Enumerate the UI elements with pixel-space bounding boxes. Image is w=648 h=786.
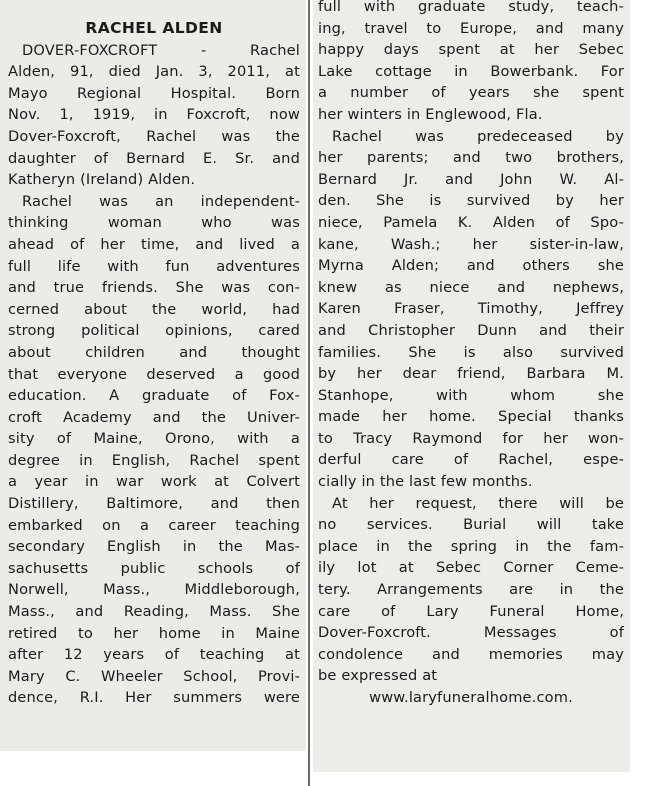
obituary-left-column: [8, 18, 300, 709]
text-line: Dover-Foxcroft, Rachel was the: [8, 127, 300, 145]
text-line: Stanhope, with whom she: [318, 386, 624, 404]
text-line: ing, travel to Europe, and many: [318, 19, 624, 37]
text-line: retired to her home in Maine: [8, 624, 300, 642]
text-line: tery. Arrangements are in the: [318, 581, 624, 599]
text-line: no services. Burial will take: [318, 516, 624, 534]
text-line: Distillery, Baltimore, and then: [8, 495, 300, 513]
text-line: cially in the last few months.: [318, 473, 533, 491]
text-line: made her home. Special thanks: [318, 408, 624, 426]
text-line: condolence and memories may: [318, 645, 624, 663]
text-line: kane, Wash.; her sister-in-law,: [318, 235, 624, 253]
text-line: education. A graduate of Fox-: [8, 387, 300, 405]
text-line: dence, R.I. Her summers were: [8, 689, 300, 707]
text-line: ily lot at Sebec Corner Ceme-: [318, 559, 624, 577]
text-line: Karen Fraser, Timothy, Jeffrey: [318, 300, 624, 318]
text-line: care of Lary Funeral Home,: [318, 602, 624, 620]
text-line: ahead of her time, and lived a: [8, 235, 300, 253]
text-line: thinking woman who was: [8, 214, 300, 232]
text-line: after 12 years of teaching at: [8, 646, 300, 664]
text-line: daughter of Bernard E. Sr. and: [8, 149, 300, 167]
text-line: niece, Pamela K. Alden of Spo-: [318, 213, 624, 231]
text-line: den. She is survived by her: [318, 192, 624, 210]
text-line: Myrna Alden; and others she: [318, 257, 624, 275]
text-line: Mayo Regional Hospital. Born: [8, 84, 300, 102]
text-line: Rachel was predeceased by: [332, 127, 624, 145]
text-line: Mass., and Reading, Mass. She: [8, 603, 300, 621]
text-line: secondary English in the Mas-: [8, 538, 300, 556]
text-line: cerned about the world, had: [8, 300, 300, 318]
text-line: Rachel was an independent-: [22, 192, 300, 210]
text-line: Katheryn (Ireland) Alden.: [8, 171, 196, 189]
text-line: Lake cottage in Bowerbank. For: [318, 62, 624, 80]
column-divider: [308, 0, 310, 786]
funeral-home-url: www.laryfuneralhome.com.: [369, 689, 573, 706]
text-line: her parents; and two brothers,: [318, 149, 624, 167]
obituary-right-column: [318, 0, 624, 709]
text-line: and Christopher Dunn and their: [318, 321, 624, 339]
text-line: a number of years she spent: [318, 84, 624, 102]
text-line: be expressed at: [318, 667, 438, 685]
text-line: Nov. 1, 1919, in Foxcroft, now: [8, 106, 300, 124]
text-line: degree in English, Rachel spent: [8, 451, 300, 469]
text-line: embarked on a career teaching: [8, 516, 300, 534]
text-line: happy days spent at her Sebec: [318, 41, 624, 59]
text-line: strong political opinions, cared: [8, 322, 300, 340]
text-line: about children and thought: [8, 343, 300, 361]
text-line: sachusetts public schools of: [8, 559, 300, 577]
text-line: Mary C. Wheeler School, Provi-: [8, 667, 300, 685]
text-line: her winters in Englewood, Fla.: [318, 105, 543, 123]
text-line: by her dear friend, Barbara M.: [318, 365, 624, 383]
text-line: At her request, there will be: [332, 494, 624, 512]
text-line: families. She is also survived: [318, 343, 624, 361]
text-line: knew as niece and nephews,: [318, 278, 624, 296]
text-line: Alden, 91, died Jan. 3, 2011, at: [8, 63, 300, 81]
text-line: croft Academy and the Univer-: [8, 408, 300, 426]
text-line: sity of Maine, Orono, with a: [8, 430, 300, 448]
text-line: full life with fun adventures: [8, 257, 300, 275]
text-line: Dover-Foxcroft. Messages of: [318, 624, 624, 642]
text-line: Norwell, Mass., Middleborough,: [8, 581, 300, 599]
text-line: to Tracy Raymond for her won-: [318, 429, 624, 447]
text-line: DOVER-FOXCROFT - Rachel: [22, 41, 300, 59]
text-line: Bernard Jr. and John W. Al-: [318, 170, 624, 188]
text-line: place in the spring in the fam-: [318, 537, 624, 555]
text-line: derful care of Rachel, espe-: [318, 451, 624, 469]
text-line: that everyone deserved a good: [8, 365, 300, 383]
obituary-headline: RACHEL ALDEN: [85, 19, 223, 37]
text-line: and true friends. She was con-: [8, 279, 300, 297]
text-line: full with graduate study, teach-: [318, 0, 624, 15]
text-line: a year in war work at Colvert: [8, 473, 300, 491]
